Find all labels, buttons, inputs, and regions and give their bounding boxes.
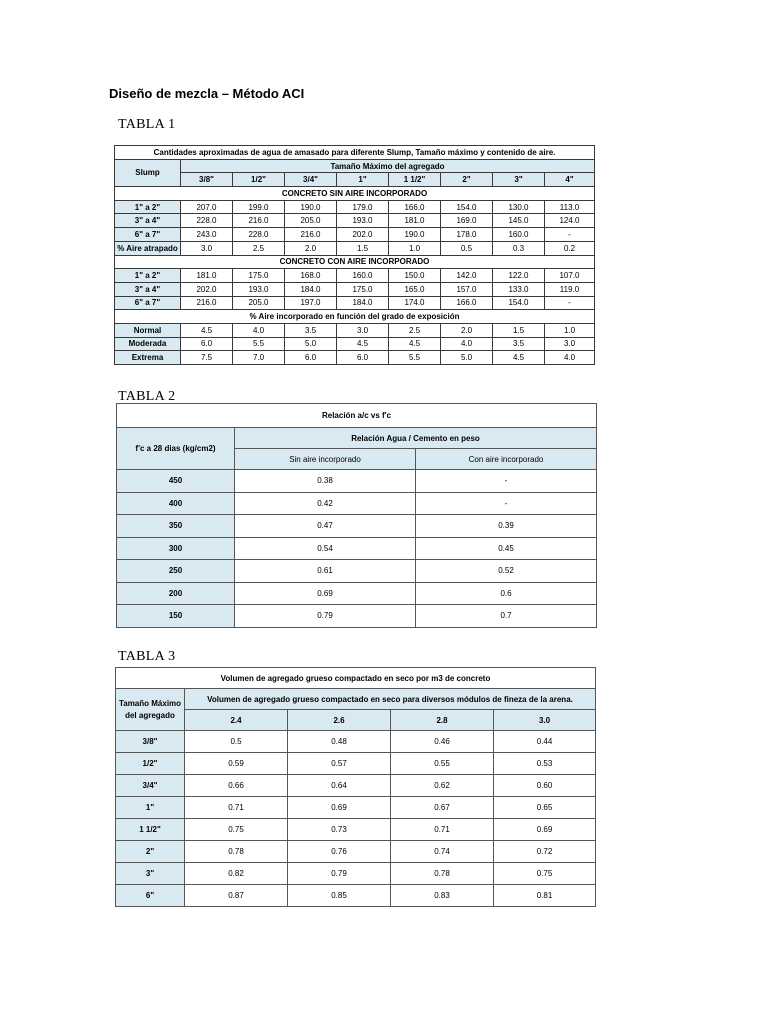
volume-value: 0.85 [288, 885, 391, 907]
table-cell: 166.0 [441, 296, 493, 310]
table-cell: 3.0 [181, 241, 233, 255]
table-row [117, 560, 597, 583]
tabla1-label: TABLA 1 [118, 117, 176, 132]
table-row [117, 537, 597, 560]
table-cell: 145.0 [493, 214, 545, 228]
table-row [116, 753, 596, 775]
con-aire-value: 0.39 [416, 515, 597, 538]
row-label: Extrema [115, 351, 181, 365]
table-cell: 1.0 [545, 323, 595, 337]
tabla1-caption: Cantidades aproximadas de agua de amasado para diferente Slump, Tamaño máximo y contenido de aire. [115, 146, 595, 160]
table-cell: - [545, 228, 595, 242]
section-row [115, 255, 595, 269]
table-cell: 202.0 [337, 228, 389, 242]
table-cell: 243.0 [181, 228, 233, 242]
fineness-col-header: 2.6 [288, 710, 391, 731]
size-value: 1/2" [116, 753, 185, 775]
volume-value: 0.76 [288, 841, 391, 863]
table-row [116, 731, 596, 753]
table-cell: 5.0 [441, 351, 493, 365]
table-cell: 107.0 [545, 269, 595, 283]
size-value: 3" [116, 863, 185, 885]
volume-value: 0.57 [288, 753, 391, 775]
volume-value: 0.48 [288, 731, 391, 753]
volume-value: 0.75 [494, 863, 596, 885]
volume-value: 0.62 [391, 775, 494, 797]
volume-value: 0.73 [288, 819, 391, 841]
table-cell: 130.0 [493, 200, 545, 214]
con-aire-value: 0.45 [416, 537, 597, 560]
table-row [117, 515, 597, 538]
table-cell: 4.5 [389, 337, 441, 351]
sin-aire-value: 0.38 [235, 470, 416, 493]
sin-aire-header: Sin aire incorporado [235, 449, 416, 470]
sin-aire-value: 0.69 [235, 582, 416, 605]
table-cell: 154.0 [441, 200, 493, 214]
table-cell: 193.0 [337, 214, 389, 228]
con-aire-value: 0.7 [416, 605, 597, 628]
row-label: 3" a 4" [115, 282, 181, 296]
section-title: CONCRETO SIN AIRE INCORPORADO [115, 187, 595, 201]
fc-header: f'c a 28 dias (kg/cm2) [117, 428, 235, 470]
con-aire-value: - [416, 492, 597, 515]
size-value: 3/4" [116, 775, 185, 797]
table-cell: 7.5 [181, 351, 233, 365]
size-value: 1 1/2" [116, 819, 185, 841]
volume-value: 0.78 [185, 841, 288, 863]
table-cell: 150.0 [389, 269, 441, 283]
section-row [115, 187, 595, 201]
volume-value: 0.69 [494, 819, 596, 841]
table-cell: 174.0 [389, 296, 441, 310]
document-title: Diseño de mezcla – Método ACI [109, 86, 305, 101]
row-label: 3" a 4" [115, 214, 181, 228]
table-cell: 228.0 [181, 214, 233, 228]
volume-value: 0.67 [391, 797, 494, 819]
table-row [117, 492, 597, 515]
tabla2-water-cement-ratio-table [116, 403, 597, 628]
fc-value: 350 [117, 515, 235, 538]
size-col-header: 3" [493, 173, 545, 187]
volume-value: 0.59 [185, 753, 288, 775]
volume-value: 0.83 [391, 885, 494, 907]
tabla3-caption: Volumen de agregado grueso compactado en seco por m3 de concreto [116, 668, 596, 689]
table-cell: 207.0 [181, 200, 233, 214]
table-cell: 205.0 [285, 214, 337, 228]
table-cell: 184.0 [337, 296, 389, 310]
table-cell: 154.0 [493, 296, 545, 310]
table-row [115, 337, 595, 351]
row-label: 1" a 2" [115, 269, 181, 283]
table-row [116, 885, 596, 907]
table-row [116, 863, 596, 885]
con-aire-value: 0.6 [416, 582, 597, 605]
volume-value: 0.81 [494, 885, 596, 907]
table-cell: 184.0 [285, 282, 337, 296]
volume-value: 0.79 [288, 863, 391, 885]
con-aire-value: - [416, 470, 597, 493]
table-cell: 6.0 [337, 351, 389, 365]
table-row [115, 323, 595, 337]
volume-value: 0.64 [288, 775, 391, 797]
table-cell: 3.0 [337, 323, 389, 337]
volume-value: 0.60 [494, 775, 596, 797]
table-row [115, 269, 595, 283]
table-cell: 142.0 [441, 269, 493, 283]
fineness-col-header: 3.0 [494, 710, 596, 731]
tabla1-water-content-table [114, 145, 595, 365]
table-cell: 4.5 [181, 323, 233, 337]
volume-value: 0.74 [391, 841, 494, 863]
table-row [116, 797, 596, 819]
table-cell: 4.0 [545, 351, 595, 365]
row-label: 6" a 7" [115, 296, 181, 310]
table-cell: 4.0 [233, 323, 285, 337]
size-value: 3/8" [116, 731, 185, 753]
size-col-header: 1/2" [233, 173, 285, 187]
table-cell: 6.0 [181, 337, 233, 351]
section-row [115, 310, 595, 324]
table-cell: 1.5 [493, 323, 545, 337]
tabla2-caption: Relación a/c vs f'c [117, 404, 597, 428]
section-title: % Aire incorporado en función del grado de exposición [115, 310, 595, 324]
tabla3-coarse-aggregate-volume-table [115, 667, 596, 907]
con-aire-header: Con aire incorporado [416, 449, 597, 470]
fc-value: 150 [117, 605, 235, 628]
size-value: 2" [116, 841, 185, 863]
table-cell: 179.0 [337, 200, 389, 214]
size-value: 6" [116, 885, 185, 907]
table-row [117, 470, 597, 493]
table-cell: 190.0 [285, 200, 337, 214]
fc-value: 450 [117, 470, 235, 493]
table-cell: 190.0 [389, 228, 441, 242]
volume-value: 0.82 [185, 863, 288, 885]
con-aire-value: 0.52 [416, 560, 597, 583]
table-cell: 3.0 [545, 337, 595, 351]
volume-value: 0.75 [185, 819, 288, 841]
table-cell: 202.0 [181, 282, 233, 296]
tabla2-label: TABLA 2 [118, 389, 176, 404]
ratio-group-header: Relación Agua / Cemento en peso [235, 428, 597, 449]
table-row [115, 228, 595, 242]
table-cell: 160.0 [493, 228, 545, 242]
table-cell: 2.5 [389, 323, 441, 337]
size-col-header: 1 1/2" [389, 173, 441, 187]
size-col-header: 3/8" [181, 173, 233, 187]
table-cell: 133.0 [493, 282, 545, 296]
table-cell: 228.0 [233, 228, 285, 242]
table-cell: 165.0 [389, 282, 441, 296]
table-cell: 175.0 [337, 282, 389, 296]
row-label: Normal [115, 323, 181, 337]
table-cell: 5.0 [285, 337, 337, 351]
fc-value: 200 [117, 582, 235, 605]
table-row [116, 775, 596, 797]
table-cell: 205.0 [233, 296, 285, 310]
table-cell: 178.0 [441, 228, 493, 242]
table-cell: 181.0 [181, 269, 233, 283]
fineness-col-header: 2.4 [185, 710, 288, 731]
size-col-header: 1" [337, 173, 389, 187]
table-row [116, 841, 596, 863]
table-row [115, 241, 595, 255]
sin-aire-value: 0.79 [235, 605, 416, 628]
table-cell: 2.0 [441, 323, 493, 337]
table-cell: - [545, 296, 595, 310]
table-row [115, 282, 595, 296]
table-cell: 199.0 [233, 200, 285, 214]
fc-value: 300 [117, 537, 235, 560]
table-cell: 181.0 [389, 214, 441, 228]
slump-header: Slump [115, 159, 181, 186]
table-row [115, 296, 595, 310]
fc-value: 250 [117, 560, 235, 583]
table-cell: 3.5 [285, 323, 337, 337]
row-label: 6" a 7" [115, 228, 181, 242]
table-cell: 0.2 [545, 241, 595, 255]
sin-aire-value: 0.61 [235, 560, 416, 583]
table-row [117, 605, 597, 628]
volume-value: 0.65 [494, 797, 596, 819]
volume-value: 0.71 [185, 797, 288, 819]
table-cell: 2.5 [233, 241, 285, 255]
volume-value: 0.53 [494, 753, 596, 775]
volume-value: 0.87 [185, 885, 288, 907]
table-cell: 193.0 [233, 282, 285, 296]
table-row [115, 351, 595, 365]
volume-value: 0.46 [391, 731, 494, 753]
table-cell: 119.0 [545, 282, 595, 296]
table-cell: 113.0 [545, 200, 595, 214]
size-header: Tamaño Máximo del agregado [181, 159, 595, 173]
table-cell: 4.5 [337, 337, 389, 351]
volume-value: 0.55 [391, 753, 494, 775]
table-cell: 175.0 [233, 269, 285, 283]
table-cell: 7.0 [233, 351, 285, 365]
table-cell: 2.0 [285, 241, 337, 255]
fc-value: 400 [117, 492, 235, 515]
table-cell: 5.5 [389, 351, 441, 365]
table-cell: 0.5 [441, 241, 493, 255]
table-row [117, 582, 597, 605]
table-cell: 0.3 [493, 241, 545, 255]
table-cell: 6.0 [285, 351, 337, 365]
table-cell: 5.5 [233, 337, 285, 351]
volume-value: 0.78 [391, 863, 494, 885]
fineness-col-header: 2.8 [391, 710, 494, 731]
volume-value: 0.69 [288, 797, 391, 819]
table-cell: 4.0 [441, 337, 493, 351]
volume-value: 0.71 [391, 819, 494, 841]
volume-value: 0.66 [185, 775, 288, 797]
table-cell: 168.0 [285, 269, 337, 283]
table-row [115, 214, 595, 228]
table-cell: 122.0 [493, 269, 545, 283]
table-cell: 169.0 [441, 214, 493, 228]
table-cell: 1.5 [337, 241, 389, 255]
sin-aire-value: 0.54 [235, 537, 416, 560]
row-label: 1" a 2" [115, 200, 181, 214]
fineness-group-header: Volumen de agregado grueso compactado en seco para diversos módulos de fineza de la arena. [185, 689, 596, 710]
table-cell: 3.5 [493, 337, 545, 351]
volume-value: 0.5 [185, 731, 288, 753]
volume-value: 0.44 [494, 731, 596, 753]
row-label: Moderada [115, 337, 181, 351]
sin-aire-value: 0.47 [235, 515, 416, 538]
table-cell: 216.0 [181, 296, 233, 310]
table-cell: 197.0 [285, 296, 337, 310]
table-cell: 216.0 [233, 214, 285, 228]
tabla3-label: TABLA 3 [118, 649, 176, 664]
volume-value: 0.72 [494, 841, 596, 863]
size-col-header: 3/4" [285, 173, 337, 187]
size-value: 1" [116, 797, 185, 819]
size-row-header: Tamaño Máximo del agregado [116, 689, 185, 731]
table-cell: 157.0 [441, 282, 493, 296]
table-cell: 124.0 [545, 214, 595, 228]
table-cell: 1.0 [389, 241, 441, 255]
table-row [116, 819, 596, 841]
table-row [115, 200, 595, 214]
size-col-header: 4" [545, 173, 595, 187]
row-label: % Aire atrapado [115, 241, 181, 255]
table-cell: 166.0 [389, 200, 441, 214]
size-col-header: 2" [441, 173, 493, 187]
table-cell: 4.5 [493, 351, 545, 365]
sin-aire-value: 0.42 [235, 492, 416, 515]
section-title: CONCRETO CON AIRE INCORPORADO [115, 255, 595, 269]
table-cell: 216.0 [285, 228, 337, 242]
table-cell: 160.0 [337, 269, 389, 283]
